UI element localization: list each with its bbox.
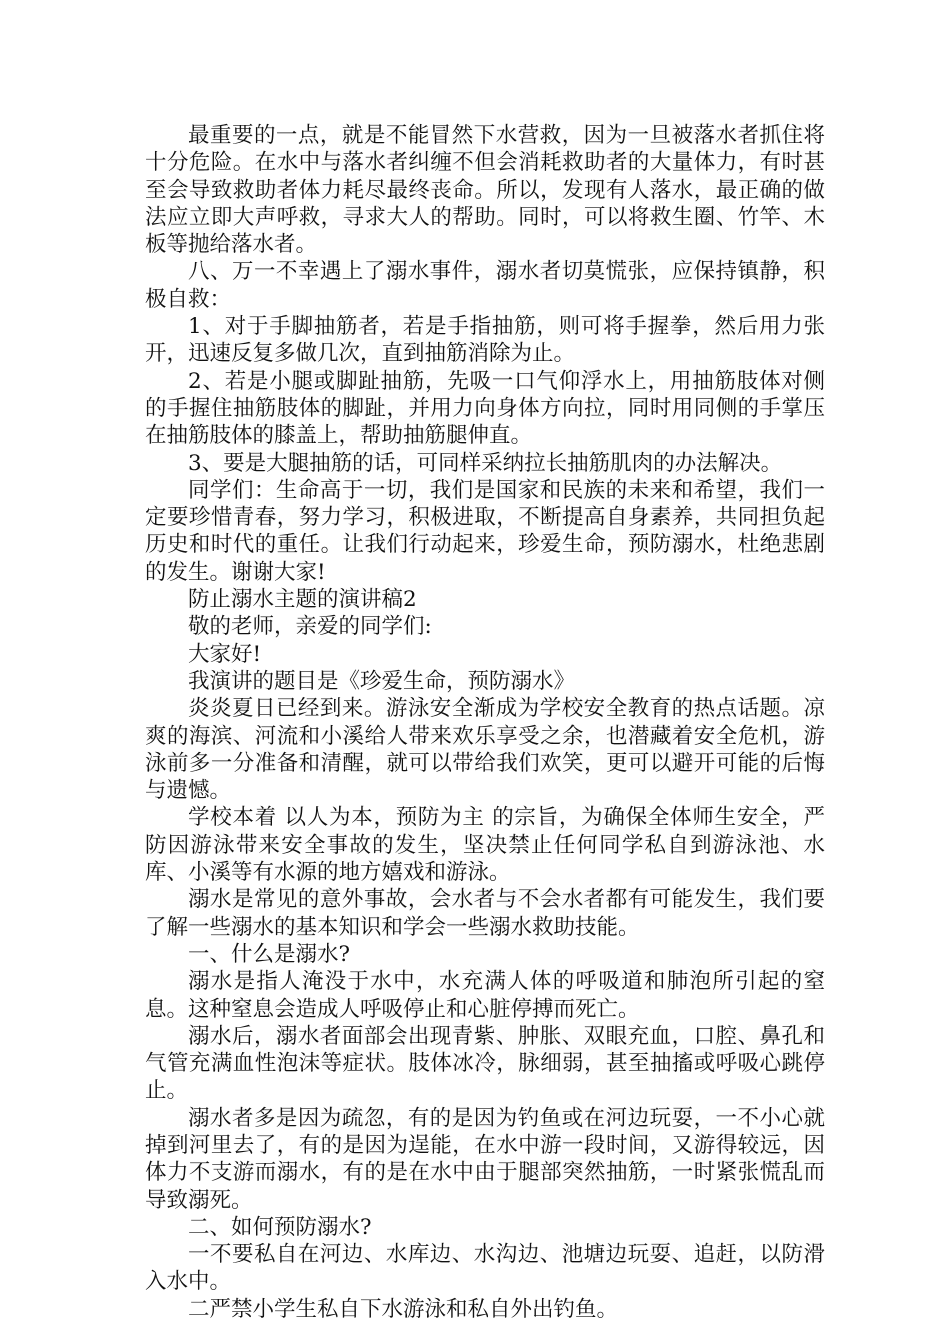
subheading: 一、什么是溺水? <box>188 941 351 967</box>
paragraph: 1、对于手脚抽筋者，若是手指抽筋，则可将手握拳，然后用力张开，迅速反复多做几次，直到抽筋消除为止。 <box>145 314 825 367</box>
paragraph: 溺水是常见的意外事故，会水者与不会水者都有可能发生，我们要了解一些溺水的基本知识和学会一些溺水救助技能。 <box>145 887 825 940</box>
paragraph: 学校本着 以人为本，预防为主 的宗旨，为确保全体师生安全，严防因游泳带来安全事故的发生，坚决禁止任何同学私自到游泳池、水库、小溪等有水源的地方嬉戏和游泳。 <box>145 805 825 886</box>
paragraph: 溺水后，溺水者面部会出现青紫、肿胀、双眼充血，口腔、鼻孔和气管充满血性泡沫等症状。肢体冰冷，脉细弱，甚至抽搐或呼吸心跳停止。 <box>145 1023 825 1104</box>
document-body <box>145 122 825 1323</box>
paragraph: 2、若是小腿或脚趾抽筋，先吸一口气仰浮水上，用抽筋肢体对侧的手握住抽筋肢体的脚趾，并用力向身体方向拉，同时用同侧的手掌压在抽筋肢体的膝盖上，帮助抽筋腿伸直。 <box>145 368 825 449</box>
paragraph: 溺水是指人淹没于水中，水充满人体的呼吸道和肺泡所引起的窒息。这种窒息会造成人呼吸停止和心脏停搏而死亡。 <box>145 969 825 1022</box>
paragraph: 3、要是大腿抽筋的话，可同样采纳拉长抽筋肌肉的办法解决。 <box>188 450 783 476</box>
salutation: 敬的老师，亲爱的同学们: <box>188 614 432 640</box>
paragraph: 同学们：生命高于一切，我们是国家和民族的未来和希望，我们一定要珍惜青春，努力学习，积极进取，不断提高自身素养，共同担负起历史和时代的重任。让我们行动起来，珍爱生命，预防溺水，杜绝悲剧的发生。谢谢大家! <box>145 477 825 585</box>
speech-topic: 我演讲的题目是《珍爱生命，预防溺水》 <box>188 668 576 694</box>
section-title: 防止溺水主题的演讲稿2 <box>188 587 417 613</box>
greeting: 大家好! <box>188 641 262 667</box>
paragraph: 一不要私自在河边、水库边、水沟边、池塘边玩耍、追赶，以防滑入水中。 <box>145 1242 825 1295</box>
paragraph: 溺水者多是因为疏忽，有的是因为钓鱼或在河边玩耍，一不小心就掉到河里去了，有的是因为逞能，在水中游一段时间，又游得较远，因体力不支游而溺水，有的是在水中由于腿部突然抽筋，一时紧张慌乱而导致溺死。 <box>145 1105 825 1213</box>
paragraph: 二严禁小学生私自下水游泳和私自外出钓鱼。 <box>188 1296 619 1322</box>
paragraph: 炎炎夏日已经到来。游泳安全渐成为学校安全教育的热点话题。凉爽的海滨、河流和小溪给人带来欢乐享受之余，也潜藏着安全危机，游泳前多一分准备和清醒，就可以带给我们欢笑，更可以避开可能的后悔与遗憾。 <box>145 696 825 804</box>
subheading: 二、如何预防溺水? <box>188 1214 372 1240</box>
paragraph: 最重要的一点，就是不能冒然下水营救，因为一旦被落水者抓住将十分危险。在水中与落水者纠缠不但会消耗救助者的大量体力，有时甚至会导致救助者体力耗尽最终丧命。所以，发现有人落水，最正确的做法应立即大声呼救，寻求大人的帮助。同时，可以将救生圈、竹竿、木板等抛给落水者。 <box>145 123 825 258</box>
paragraph: 八、万一不幸遇上了溺水事件，溺水者切莫慌张，应保持镇静，积极自救： <box>145 259 825 312</box>
